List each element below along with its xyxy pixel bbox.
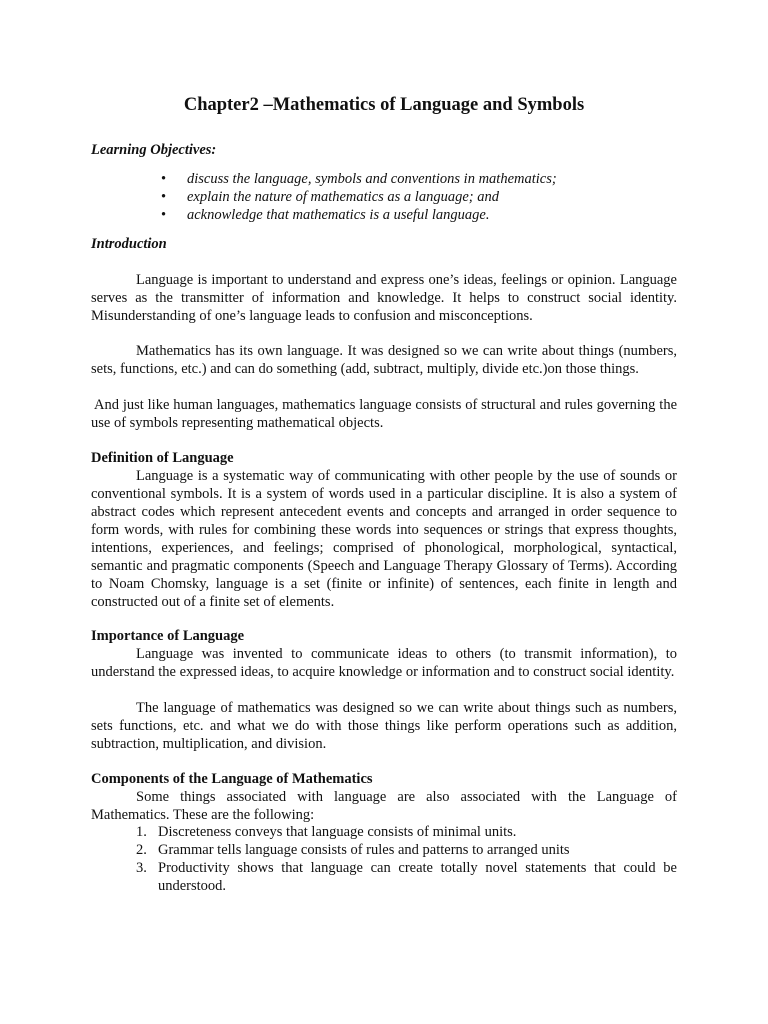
bullet-icon: • <box>161 171 167 187</box>
list-number: 1. <box>136 824 147 840</box>
components-heading: Components of the Language of Mathematics <box>91 771 373 787</box>
list-item <box>161 170 557 188</box>
importance-paragraph-1: Language was invented to communicate ideas to others (to transmit information), to understand the expressed ideas, to acquire knowledge or information and to construct social identity. <box>91 646 677 680</box>
objective-text: acknowledge that mathematics is a useful language. <box>187 207 490 223</box>
list-item <box>136 841 677 859</box>
components-paragraph: Some things associated with language are also associated with the Language of Mathematics. These are the following: <box>91 789 677 823</box>
list-item-text: Grammar tells language consists of rules and patterns to arranged units <box>158 842 570 858</box>
definition-heading: Definition of Language <box>91 450 234 466</box>
learning-objectives-list <box>161 170 557 224</box>
list-item <box>136 859 677 895</box>
list-number: 3. <box>136 860 147 876</box>
definition-paragraph: Language is a systematic way of communicating with other people by the use of sounds or conventional symbols. It is a system of words used in a particular discipline. It is also a system of abstract codes which represent antecedent events and concepts and arranged in order sequence to form words, with rules for combining these words into sequences or strings that express thoughts, intentions, experiences, and feelings; comprised of phonological, morphological, syntactical, semantic and pragmatic components (Speech and Language Therapy Glossary of Terms). According to Noam Chomsky, language is a set (finite or infinite) of sentences, each finite in length and constructed out of a finite set of elements. <box>91 468 677 610</box>
list-item-text: Discreteness conveys that language consists of minimal units. <box>158 824 517 840</box>
introduction-paragraph-3: And just like human languages, mathematics language consists of structural and rules governing the use of symbols representing mathematical objects. <box>91 397 677 431</box>
introduction-heading: Introduction <box>91 236 167 252</box>
learning-objectives-heading: Learning Objectives: <box>91 142 217 158</box>
importance-heading: Importance of Language <box>91 628 245 644</box>
objective-text: discuss the language, symbols and conventions in mathematics; <box>187 171 557 187</box>
list-number: 2. <box>136 842 147 858</box>
introduction-paragraph-1: Language is important to understand and express one’s ideas, feelings or opinion. Language serves as the transmitter of information and knowledge. It helps to construct social identity. Misunderstanding of one’s language leads to confusion and misconceptions. <box>91 272 677 324</box>
bullet-icon: • <box>161 207 167 223</box>
list-item <box>161 188 557 206</box>
objective-text: explain the nature of mathematics as a language; and <box>187 189 499 205</box>
components-list <box>136 823 677 895</box>
list-item <box>161 206 557 224</box>
list-item-text: Productivity shows that language can create totally novel statements that could be understood. <box>158 860 677 894</box>
introduction-paragraph-2: Mathematics has its own language. It was designed so we can write about things (numbers, sets, functions, etc.) and can do something (add, subtract, multiply, divide etc.)on those things. <box>91 343 677 377</box>
bullet-icon: • <box>161 189 167 205</box>
page-title: Chapter2 –Mathematics of Language and Symbols <box>183 95 585 115</box>
list-item <box>136 823 677 841</box>
importance-paragraph-2: The language of mathematics was designed so we can write about things such as numbers, sets functions, etc. and what we do with those things like perform operations such as addition, subtraction, multiplication, and division. <box>91 700 677 752</box>
